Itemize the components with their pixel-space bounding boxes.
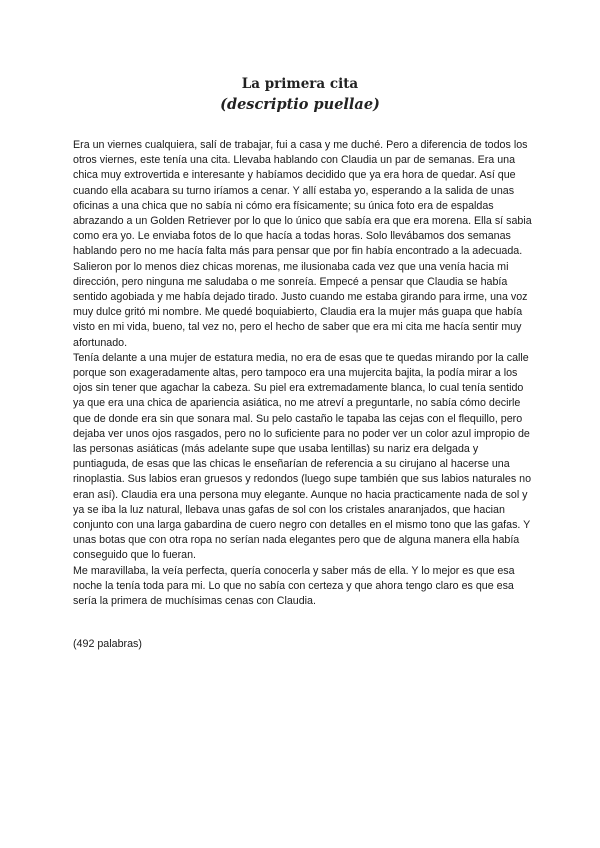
- paragraph: Era un viernes cualquiera, salí de trabajar, fui a casa y me duché. Pero a diferencia de todos los otros viernes, este tenía una cita. Llevaba hablando con Claudia un par de semanas. Era una chica muy extrovertida e interesante y habíamos decidido que ya era hora de quedar. Así que cuando ella acabara su turno iríamos a cenar. Y allí estaba yo, esperando a la salida de unas oficinas a una chica que no sabía ni cómo era físicamente; su única foto era de espaldas abrazando a un Golden Retriever por lo que lo único que sabía era que era morena. Ella sí sabia como era yo. Le enviaba fotos de lo que hacía a todas horas. Solo llevábamos dos semanas hablando pero no me hacía falta más para pensar que por fin había encontrado a la adecuada.: [73, 139, 532, 258]
- document-subtitle: (descriptio puellae): [220, 96, 380, 113]
- document-body: [73, 138, 533, 609]
- paragraph: Me maravillaba, la veía perfecta, quería conocerla y saber más de ella. Y lo mejor es que esa noche la tenía toda para mi. Lo que no sabía con certeza y que ahora tengo claro es que esa sería la primera de muchísimas cenas con Claudia.: [73, 564, 515, 608]
- document-title: La primera cita: [241, 76, 359, 92]
- word-count: (492 palabras): [73, 638, 142, 650]
- paragraph: Tenía delante a una mujer de estatura media, no era de esas que te quedas mirando por la calle porque son exageradamente altas, pero tampoco era una mujercita bajita, la podía mirar a los ojos sin tener que agachar la cabeza. Su piel era extremadamente blanca, lo cual tenía sentido ya que era una chica de apariencia asiática, no me atreví a preguntarle, no sabía cómo decirle que de donde era sin que sonara mal. Su pelo castaño le tapaba las cejas con el flequillo, pero dejaba ver unos ojos rasgados, pero no lo suficiente para no poder ver un color azul impropio de las personas asiáticas (más adelante supe que usaba lentillas) su nariz era delgada y puntiaguda, de esas que las chicas le enseñarían de referencia a su cirujano al hacerse una rinoplastia. Sus labios eran gruesos y redondos (luego supe también que sus labios naturales no eran así). Claudia era una persona muy elegante. Aunque no hacia practicamente nada de sol y ya se iba la luz natural, llebava unas gafas de sol con los cristales anaranjados, que hacian conjunto con una larga gabardina de cuero negro con detalles en el mismo tono que las gafas. Y unas botas que con otra ropa no serían nada elegantes pero que de alguna manera ella había conseguido que lo fueran.: [73, 351, 532, 562]
- paragraph: Salieron por lo menos diez chicas morenas, me ilusionaba cada vez que una venía hacia mi dirección, pero ninguna me saludaba o me sonreía. Empecé a pensar que Claudia se había sentido agobiada y me había dejado tirado. Justo cuando me estaba girando para irme, una voz muy dulce gritó mi nombre. Me quedé boquiabierto, Claudia era la mujer más guapa que había visto en mi vida, bueno, tal vez no, pero el hecho de saber que era mi cita me hacía sentir muy afortunado.: [73, 260, 528, 349]
